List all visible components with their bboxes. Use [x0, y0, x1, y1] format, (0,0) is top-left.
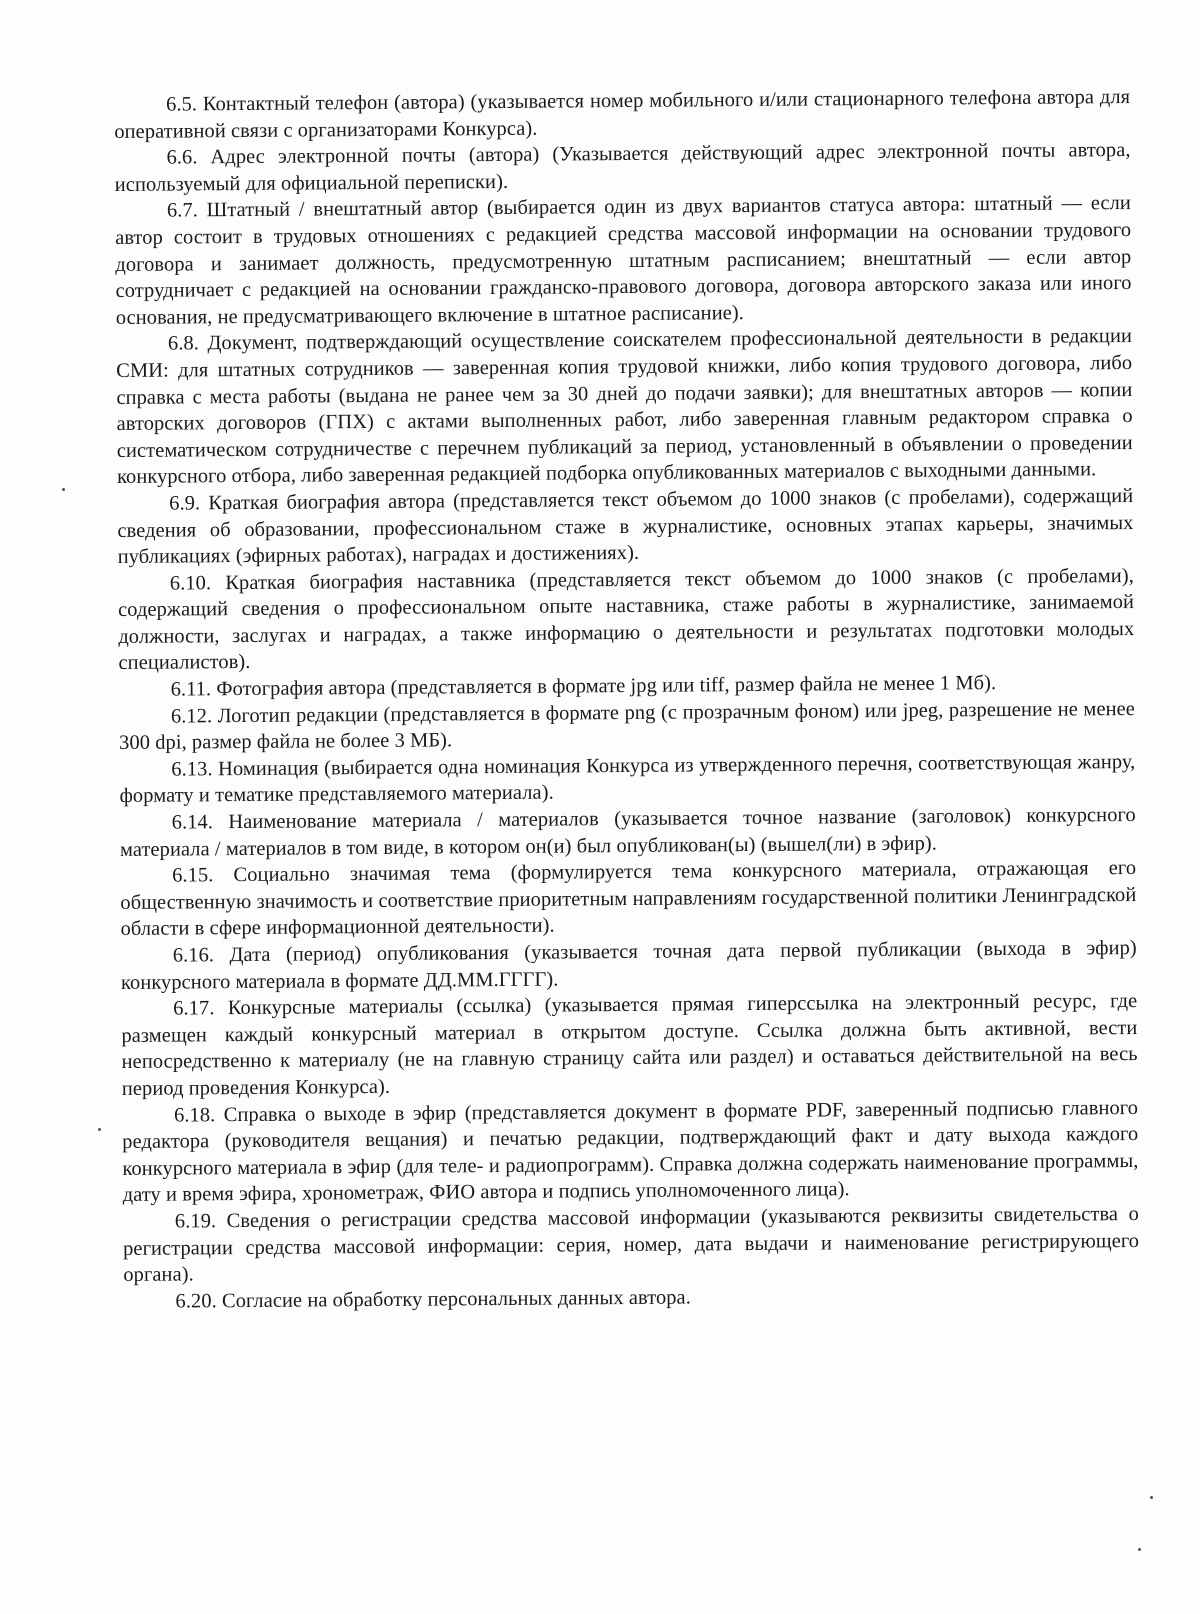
paragraph-6-17: 6.17. Конкурсные материалы (ссылка) (указывается прямая гиперссылка на электронный ресурс, где размещен каждый конкурсный материал в открытом доступе. Ссылка должна быть активной, вести непосредственно к материалу (не на главную страницу сайта или раздел) и оставаться действительной на весь период проведения Конкурса).	[121, 990, 1138, 1100]
paragraph-6-7: 6.7. Штатный / внештатный автор (выбирается один из двух вариантов статуса автора: штатный — если автор состоит в трудовых отношениях с редакцией средства массовой информации на основании трудового договора и занимает должность, предусмотренную штатным расписанием; внештатный — если автор сотрудничает с редакцией на основании гражданско-правового договора, договора авторского заказа или иного основания, не предусматривающего включение в штатное расписание).	[115, 192, 1132, 329]
paragraph-6-12: 6.12. Логотип редакции (представляется в формате png (с прозрачным фоном) или jpeg, разрешение не менее 300 dpi, размер файла не более 3 МБ).	[119, 697, 1135, 755]
scan-speck	[1138, 1548, 1141, 1551]
paragraph-6-5: 6.5. Контактный телефон (автора) (указывается номер мобильного и/или стационарного телефона автора для оперативной связи с организаторами Конкурса).	[114, 86, 1131, 143]
paragraph-6-13: 6.13. Номинация (выбирается одна номинация Конкурса из утвержденного перечня, соответствующая жанру, формату и тематике представляемого материала).	[119, 750, 1136, 808]
paragraph-6-10: 6.10. Краткая биография наставника (представляется текст объемом до 1000 знаков (с пробелами), содержащий сведения о профессиональном опыте наставника, стаже работы в журналистике, занимаемой должности, заслугах и наградах, а также информацию о деятельности и результатах подготовки молодых специалистов).	[117, 564, 1135, 675]
scan-speck	[98, 1128, 101, 1131]
paragraph-6-11: 6.11. Фотография автора (представляется в формате jpg или tiff, размер файла не менее 1 Мб).	[170, 672, 997, 701]
scan-speck	[1150, 1496, 1153, 1499]
paragraph-6-15: 6.15. Социально значимая тема (формулируется тема конкурсного материала, отражающая его общественную значимость и соответствие приоритетным направлениям государственной политики Ленинградской области в сфере информационной деятельности).	[120, 857, 1137, 941]
paragraph-6-6: 6.6. Адрес электронной почты (автора) (Указывается действующий адрес электронной почты автора, используемый для официальной переписки).	[114, 139, 1131, 196]
paragraph-6-14: 6.14. Наименование материала / материалов (указывается точное название (заголовок) конкурсного материала / материалов в том виде, в котором он(и) был опубликован(ы) (вышел(ли) в эфир).	[119, 804, 1136, 861]
document-body	[114, 84, 1140, 1315]
paragraph-6-19: 6.19. Сведения о регистрации средства массовой информации (указываются реквизиты свидетельства о регистрации средства массовой информации: серия, номер, дата выдачи и наименование регистрирующего органа).	[122, 1202, 1140, 1287]
paragraph-6-20: 6.20. Согласие на обработку персональных данных автора.	[175, 1286, 691, 1313]
paragraph-6-9: 6.9. Краткая биография автора (представляется текст объемом до 1000 знаков (с пробелами), содержащий сведения об образовании, профессиональном стаже в журналистике, основных этапах карьеры, значимых публикациях (эфирных работах), наградах и достижениях).	[117, 484, 1134, 569]
paragraph-6-16: 6.16. Дата (период) опубликования (указывается точная дата первой публикации (выхода в эфир) конкурсного материала в формате ДД.ММ.ГГГГ).	[120, 936, 1137, 994]
paragraph-6-18: 6.18. Справка о выходе в эфир (представляется документ в формате PDF, заверенный подписью главного редактора (руководителя вещания) и печатью редакции, подтверждающий факт и дату выхода каждого конкурсного материала в эфир (для теле- и радиопрограмм). Справка должна содержать наименование программы, дату и время эфира, хронометраж, ФИО автора и подпись уполномоченного лица).	[122, 1096, 1139, 1207]
paragraph-6-8: 6.8. Документ, подтверждающий осуществление соискателем профессиональной деятельности в редакции СМИ: для штатных сотрудников — заверенная копия трудовой книжки, либо копия трудового договора, либо справка с места работы (выдана не ранее чем за 30 дней до подачи заявки); для внештатных авторов — копии авторских договоров (ГПХ) с актами выполненных работ, либо заверенная главным редактором справка о систематическом сотрудничестве с перечнем публикаций за период, установленный в объявлении о проведении конкурсного отбора, либо заверенная редакцией подборка опубликованных материалов с выходными данными.	[116, 325, 1133, 489]
scan-speck	[62, 488, 65, 491]
